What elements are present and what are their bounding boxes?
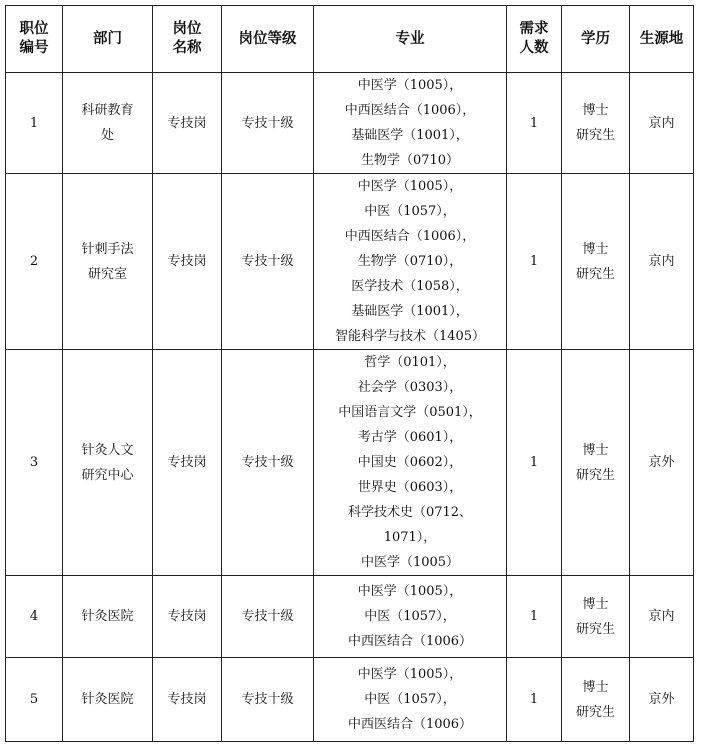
header-post-name (153, 6, 222, 73)
cell-headcount: 1 (507, 576, 562, 658)
cell-majors-line: 中医（1057）， (364, 692, 456, 707)
cell-majors-line: 中国语言文学（0501）， (338, 405, 482, 420)
cell-department-line: 针刺手法 (81, 241, 134, 257)
cell-majors-line: 基础医学（1001）， (351, 128, 469, 143)
cell-origin: 京外 (630, 658, 694, 742)
cell-post-name: 专技岗 (153, 658, 222, 742)
cell-post-grade: 专技十级 (222, 576, 314, 658)
cell-position-id: 1 (6, 73, 63, 174)
cell-post-name: 专技岗 (153, 73, 222, 174)
cell-position-id: 4 (6, 576, 63, 658)
cell-majors (314, 658, 507, 742)
cell-education-line: 博士 (582, 241, 609, 257)
cell-majors-line: 中医学（1005）， (357, 78, 463, 93)
header-department (63, 6, 153, 73)
cell-education-line: 博士 (582, 596, 609, 612)
header-origin (630, 6, 694, 73)
recruitment-table (5, 5, 694, 742)
cell-majors (314, 174, 507, 350)
cell-majors (314, 350, 507, 576)
cell-majors-line: 智能科学与技术（1405） (334, 329, 486, 344)
cell-majors-line: 社会学（0303）， (357, 380, 463, 395)
cell-majors-line: 中医（1057）， (364, 609, 456, 624)
cell-position-id: 5 (6, 658, 63, 742)
cell-position-id: 2 (6, 174, 63, 350)
header-text: 需求 (519, 21, 549, 37)
cell-origin: 京内 (630, 73, 694, 174)
header-text: 职位 (19, 21, 49, 37)
cell-education-line: 博士 (582, 442, 609, 458)
cell-department-line: 处 (100, 128, 114, 143)
table-row (6, 73, 694, 174)
cell-education-line: 研究生 (575, 704, 615, 720)
header-text: 专业 (395, 30, 425, 47)
header-text: 学历 (581, 30, 610, 47)
cell-majors-line: 科学技术史（0712、 (347, 505, 473, 520)
cell-majors (314, 576, 507, 658)
header-text: 岗位 (172, 21, 202, 37)
cell-education (562, 658, 630, 742)
table-row (6, 350, 694, 576)
cell-majors-line: 哲学（0101）， (364, 355, 456, 370)
cell-department-line: 针灸人文 (81, 442, 134, 458)
cell-headcount: 1 (507, 73, 562, 174)
cell-majors-line: 生物学（0710） (360, 153, 460, 168)
cell-education-line: 博士 (582, 103, 609, 118)
header-text: 名称 (172, 40, 202, 56)
cell-department (63, 576, 153, 658)
cell-majors-line: 医学技术（1058）， (351, 279, 469, 294)
cell-majors (314, 73, 507, 174)
table-row (6, 576, 694, 658)
cell-majors-line: 中西医结合（1006）， (344, 103, 476, 118)
header-text: 生源地 (639, 30, 684, 47)
header-major (314, 6, 507, 73)
table-row (6, 658, 694, 742)
header-headcount (507, 6, 562, 73)
cell-majors-line: 中西医结合（1006） (347, 634, 473, 649)
cell-majors-line: 中国史（0602）， (357, 455, 463, 470)
header-text: 编号 (19, 40, 49, 56)
cell-post-grade: 专技十级 (222, 174, 314, 350)
table-row (6, 174, 694, 350)
cell-majors-line: 中西医结合（1006）， (344, 229, 476, 244)
cell-majors-line: 世界史（0603）， (357, 480, 463, 495)
cell-origin: 京内 (630, 174, 694, 350)
cell-education-line: 研究生 (575, 621, 615, 637)
cell-majors-line: 1071）， (383, 530, 437, 545)
cell-post-grade: 专技十级 (222, 350, 314, 576)
cell-department (63, 350, 153, 576)
cell-education (562, 576, 630, 658)
cell-majors-line: 中西医结合（1006） (347, 717, 473, 732)
cell-education-line: 研究生 (575, 467, 615, 483)
cell-department-line: 针灸医院 (81, 692, 134, 707)
header-row (6, 6, 694, 73)
cell-education (562, 73, 630, 174)
table-body (6, 73, 694, 742)
cell-headcount: 1 (507, 350, 562, 576)
cell-majors-line: 中医学（1005）， (357, 179, 463, 194)
cell-education-line: 博士 (582, 679, 609, 695)
header-text: 岗位等级 (238, 30, 297, 47)
cell-majors-line: 考古学（0601）， (357, 430, 463, 445)
header-post-grade (222, 6, 314, 73)
cell-department-line: 针灸医院 (81, 609, 134, 624)
cell-headcount: 1 (507, 658, 562, 742)
cell-position-id: 3 (6, 350, 63, 576)
cell-majors-line: 中医学（1005） (360, 555, 460, 570)
cell-department (63, 658, 153, 742)
cell-department-line: 研究室 (87, 266, 127, 282)
cell-education (562, 350, 630, 576)
cell-education-line: 研究生 (575, 266, 615, 282)
header-text: 人数 (519, 40, 549, 56)
cell-majors-line: 生物学（0710）， (357, 254, 463, 269)
cell-education-line: 研究生 (575, 128, 615, 143)
header-education (562, 6, 630, 73)
cell-origin: 京内 (630, 576, 694, 658)
cell-department (63, 73, 153, 174)
cell-post-name: 专技岗 (153, 174, 222, 350)
cell-department-line: 科研教育 (81, 103, 134, 118)
cell-department-line: 研究中心 (81, 467, 134, 483)
cell-post-grade: 专技十级 (222, 658, 314, 742)
cell-majors-line: 中医（1057）， (364, 204, 456, 219)
cell-post-grade: 专技十级 (222, 73, 314, 174)
header-position-id (6, 6, 63, 73)
cell-education (562, 174, 630, 350)
cell-origin: 京外 (630, 350, 694, 576)
cell-majors-line: 基础医学（1001）， (351, 304, 469, 319)
cell-majors-line: 中医学（1005）， (357, 667, 463, 682)
header-text: 部门 (93, 30, 122, 47)
cell-majors-line: 中医学（1005）， (357, 584, 463, 599)
cell-post-name: 专技岗 (153, 350, 222, 576)
cell-post-name: 专技岗 (153, 576, 222, 658)
cell-department (63, 174, 153, 350)
cell-headcount: 1 (507, 174, 562, 350)
